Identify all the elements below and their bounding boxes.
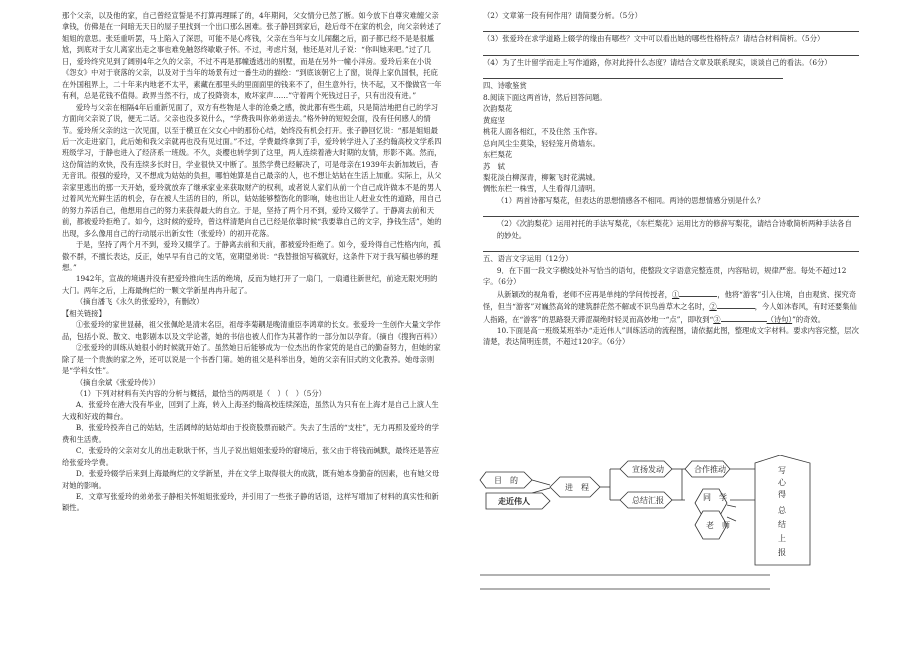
option-d: D．张爱玲辍学后来到上海最绚烂的文学新星，并在文学上取得很大的成就，既有她本身勤奋的因素，也有她父母对她的影响。 <box>62 469 440 490</box>
section-4-heading: 四、诗歌鉴赏 <box>483 81 527 91</box>
related-links-heading: 【相关链接】 <box>62 308 106 318</box>
classmates-label: 同 学 <box>703 493 727 502</box>
blank-3-number: ③ <box>713 314 721 324</box>
report-char: 上 <box>778 534 786 543</box>
question-8-1: （1）两首诗都写梨花，但表达的思想情感各不相同。两诗的思想情感分别是什么？ <box>496 195 765 205</box>
poem-line: 桃花人面各相红，不及住然 玉作容。 <box>483 127 603 137</box>
cooperate-label: 合作推动 <box>694 465 726 474</box>
blank-1[interactable] <box>679 288 717 297</box>
paragraph: 那个父亲，以及他的家，自己曾经宣誓是不打算再理睬了的，4年期间，父女情分已然了断。如今放下自尊灾难缠父亲拿钱，仿佛是在一间暗无天日的屋子里找到一个出口那么困难。张子静回到家后，趁后母不在家的机会，向父亲转述了姐姐的意思。张廷重听罢，马上陷入了深思，可能不是心疼钱，父亲在当年与女儿闹翻之后，面子都已经不是是很尴尬，到底对于女儿离家出走之事也难免触怒终歇歇子怀。不过，考虑片刻，他还是对儿子说：“你叫她来吧。”过了几日，爱玲终究见到了阔别4年之久的父亲，不过不再是那幢透逃出的别墅，而是在另外一幢小洋房。爱玲后来在小说《怨女》中对于衰落的父亲，以及对于当年的场景有过一番生动的描绘：“到底该朝它上了窗，说得上家仇国恨，托庇在外国租界上，二十年来内地老不太平，素藏在那里头的里面面里的钱来不了，但生意外行，快不起，又不像做官一年有利，总是花钱不值得。政界当然不行，成了投降资本，败坏家声……”守着两个死钱过日子，只有出没有进。” <box>62 11 442 101</box>
report-char: 写 <box>778 466 786 475</box>
blank-2[interactable] <box>717 300 755 309</box>
option-a: A．张爱玲在港大没有毕业，回到了上海，转入上海圣约翰高校连续深造，虽然认为只有在上海才是自己上演人生大戏和好戏的舞台。 <box>62 400 439 421</box>
paragraph: 于是，坚持了两个月不到，爱玲又辍学了。于静离去前和天前，都被爱玲拒绝了。如今，爱玲得自己性格内向，孤傲不群，不擅长表达，反正，她早早有自己的文笔，宽期望弟说：“我替报馆写稿就好，这条件下对于我写稿也够的理想。” <box>62 240 441 272</box>
report-char: 结 <box>778 520 786 529</box>
progress-label: 进 程 <box>565 483 589 492</box>
poem-line: 梨花淡白柳深青，柳絮飞时花满城。 <box>483 172 600 182</box>
poem-author: 黄庭坚 <box>483 115 505 125</box>
report-char: 总 <box>778 506 786 515</box>
poem-author: 苏 轼 <box>483 161 505 171</box>
paragraph: 爱玲与父亲在相隔4年后重新见面了，双方有些物是人非的沧桑之感，彼此都有些生疏，只是简洁地把自己的学习方面向父亲说了说，便无二话。父亲也没多说什么，“学费我叫你弟弟送去。”格外钟的短短会面，没有任何感人的情节。爱玲所父亲的这一次见面，以至于横亘在父女心中的那份心结，始终没有机会打开。张子静回忆说：“那是姐姐最后一次走进家门，此后她和我父亲就再也没有见过面。”不过，学费最终拿到了手，爱玲转学进入了圣约翰高校文学系四班级学习，于静也进入了经济系一班级。不久，炎樱也转学到了这里，两人连续着港大时期的友情，形影不离。然而，这份简洁的欢快，没有连续多长时日，学业很快又中断了。虽然学费已经解决了，可是母亲在1939年去新加坡后，杳无音讯。很强的爱玲，又不想成为姑姑的负担，哪怕她算是自己最亲的人，也不想让姑姑在生活上加重。实际上，从父亲家里逃出的那一天开始，爱玲就放弃了继承家业来获取财产的权利，或者说人家们从前一个自己成许做本不是的男人过着风光光鲜生活的机会，存在被人生活的目的，所以，姑姑能够整饬化的影响，她也出让人赶业女性的道路，用自己的努力养活自己，他想用自己的努力来获得最大的自立。于是，坚持了两个月不到，爱玲又辍学了。于静离去前和天前，都被爱玲拒绝了。如今，这时候的爱玲，曾这样清楚向自己已经是依靠时候“我要靠自己的文字，挣钱生活”，她的出现，多么像用自己的行动展示出新女性（张爱玲）的初开花落。 <box>62 102 442 238</box>
blank-3-note: （诗句） <box>766 314 793 324</box>
q9-text: ”的奇效。 <box>792 314 826 324</box>
poem-2 <box>483 149 859 195</box>
question-9-body <box>483 288 859 325</box>
title-label: 走近伟人 <box>498 496 530 506</box>
answer-line <box>483 68 783 79</box>
section-5-heading: 五、语言文字运用（12分） <box>483 254 573 264</box>
answer-line <box>483 206 859 217</box>
q9-text: 从新颖改的视角看，老师不应再是单纯的学问传授者， <box>496 289 672 299</box>
poem-1 <box>483 103 859 149</box>
question-9: 9．在下面一段文字横线处补写恰当的语句，使整段文字语意完整连贯，内容贴切，规律严密。每处不超过12字。（6分） <box>483 265 847 287</box>
paragraph: 1942年，宣战的境遇并没有把爱玲推向生活的绝境，反而为她打开了一扇门，一扇通往新世纪，前途无限光明的大门。两年之后，上海最绚烂的一颗文学新星冉冉升起了。 <box>62 274 438 295</box>
left-column <box>62 10 442 514</box>
question-8-2: （2）《次韵梨花》运用衬托的手法写梨花，《东栏梨花》运用比方的修辞写梨花，请结合诗歌简析两种手法各自的妙处。 <box>496 219 852 240</box>
poem-line: 总向风尘尘莫染，轻轻笼月倚墙东。 <box>483 138 600 148</box>
report-char: 心 <box>778 478 786 487</box>
teacher-label: 老 师 <box>706 521 730 530</box>
blank-1-number: ① <box>671 289 680 299</box>
right-column <box>483 10 859 348</box>
answer-line <box>483 21 859 32</box>
report-char: 报 <box>778 548 786 557</box>
report-char: 得 <box>778 490 786 499</box>
poem-title: 东栏梨花 <box>483 150 513 160</box>
question-4: （4）为了生计留学而走上写作道路，你对此持什么态度？请结合文章及联系现实，谈谈自己的看法。（6分） <box>483 57 832 67</box>
q9-text: ，他将“游客”引入住境，自由观赏、探究奇怪，但当“游客”对巍然高耸的建筑群茫然不解或不识鸟兽草木之名时， <box>483 289 857 312</box>
summary-label: 总结汇报 <box>632 496 664 505</box>
answer-line <box>483 45 859 56</box>
question-1: （1）下列对材料有关内容的分析与概括，最恰当的两项是（ ）（ ）（5分） <box>75 388 326 398</box>
poem-line: 惆怅东栏一株雪，人生看得几清明。 <box>483 184 600 194</box>
option-b: B．张爱玲投奔自己的姑姑，生活阔绰的姑姑却由于投资股票而破产。失去了生活的“支柱”，无力再照及爱玲的学费和生活费。 <box>62 423 439 444</box>
answer-line <box>483 241 859 252</box>
source-citation: （摘自余斌《张爱玲传》） <box>75 377 160 387</box>
flowchart <box>470 455 850 605</box>
question-8: 8.阅读下面这两首诗，然后回答问题。 <box>483 92 607 102</box>
question-3: （3）张爱玲在求学道路上辍学的缘由有哪些？文中可以看出她的哪些性格特点？请结合材料简析。（5分） <box>483 34 825 44</box>
purpose-label: 目 的 <box>494 476 518 485</box>
blank-3[interactable] <box>721 313 767 322</box>
q9-text: ，今人如沐春风，有时还要集仙人指路，在“游客”的思路裂天滞涩凝绝时轻灵而高妙地一“点”，即收到“ <box>483 302 857 324</box>
option-c: C．张爱玲的父亲对女儿的出走耿耿于怀，当儿子说出姐姐张爱玲的窘境后，张父由于将钱而缄默，最终还是答应给张爱玲学费。 <box>62 446 439 467</box>
paragraph: ①张爱玲的家世显赫，祖父张佩纶是清末名臣，祖母李菊耦是晚清重臣李鸿章的长女。张爱玲一生创作大量文学作品，包括小说、散文、电影剧本以及文学论著，她的书信也被人们作为其著作的一部分加以孕育。（摘自《搜狗百科》） <box>62 320 442 341</box>
promote-label: 宣扬发动 <box>632 465 664 474</box>
option-e: E．文章写张爱玲的弟弟张子静相关怀姐姐张爱玲，并引用了一些张子静的话语，这样写增加了材料的真实性和新颖性。 <box>62 492 439 513</box>
paragraph: ②张爱玲的训练从她很小的时候就开始了。虽然她日后能够成为一位杰出的作家凭的是自己的勤奋努力，但她的家除了是一个贵族的家之外，还可以说是一个书香门第。她的祖父是科举出身，她的父亲有旧式的文化教养。她母亲则是“学科女性”。 <box>62 343 441 376</box>
blank-2-number: ② <box>709 302 717 312</box>
question-2: （2）文章第一段有何作用？请简要分析。（5分） <box>483 11 642 20</box>
question-10: 10.下面是高一班级某班举办“走近伟人”训练活动的流程图，请依据此图，整理成文字材料。要求内容完整，层次清楚，表达简明连贯，不超过120字。（6分） <box>483 325 859 347</box>
source-citation: （摘自潘飞《永久的张爱玲》，有删改） <box>75 297 204 307</box>
poem-title: 次韵梨花 <box>483 104 513 114</box>
